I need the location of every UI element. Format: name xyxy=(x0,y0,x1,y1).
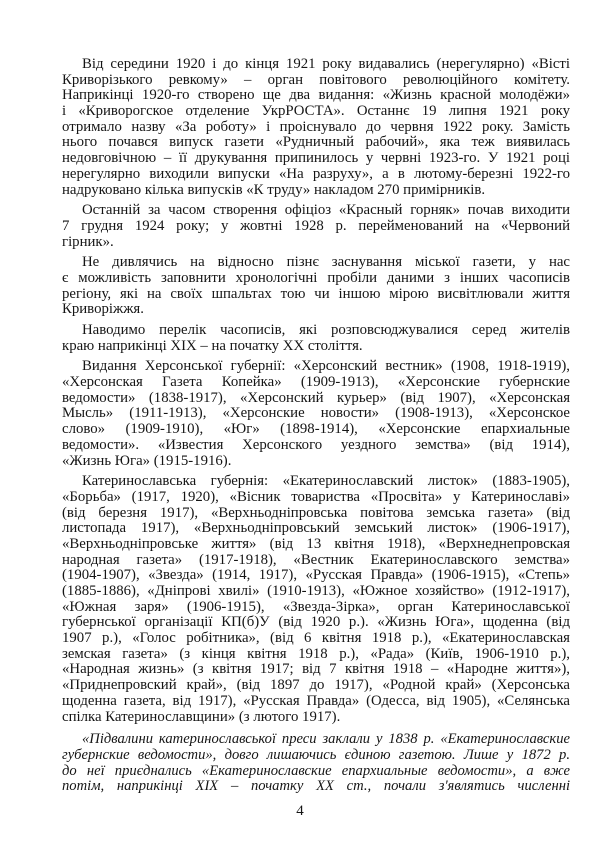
text-line: земская газета» (з кінця квітня 1918 р.), «Рада» (Київ, 1906-1910 р.), xyxy=(62,645,570,662)
text-line: «Южная заря» (1906-1915), «Звезда-Зірка», орган Катеринославської xyxy=(62,598,570,615)
text-line: краю наприкінці XIX – на початку XX століття. xyxy=(62,337,363,354)
text-line: потім, наприкінці XIX – початку XX ст., почали з'являтись численні xyxy=(62,778,570,795)
text-line: гірник». xyxy=(62,233,114,250)
paragraph xyxy=(62,57,570,198)
paragraph xyxy=(62,323,570,354)
text-line: Криворізького ревкому» – орган повітового революційного комітету. xyxy=(62,71,570,88)
text-line: (1885-1886), «Дніпрові хвилі» (1910-1913), «Южное хозяйство» (1912-1917), xyxy=(62,583,570,599)
text-line: губернської організації КП(б)У (від 1920 р.). «Жизнь Юга», щоденна (від xyxy=(62,614,570,631)
text-line: «Херсонская Газета Копейка» (1909-1913), «Херсонские губернские xyxy=(62,374,570,391)
text-line: і «Криворогское отделение УкрРОСТА». Останнє 19 липня 1921 року xyxy=(62,103,570,120)
paragraph xyxy=(62,359,570,469)
text-line: «Борьба» (1917, 1920), «Вісник товариства «Просвіта» у Катеринославі» xyxy=(62,488,570,505)
text-line: «Приднепровский край», (від 1897 до 1917), «Родной край» (Херсонська xyxy=(62,677,570,694)
paragraph xyxy=(62,203,570,250)
text-line: Від середини 1920 і до кінця 1921 року видавались (нерегулярно) «Вісті xyxy=(82,56,570,72)
text-line: народная газета» (1917-1918), «Вестник Екатеринославского земства» xyxy=(62,551,570,568)
text-line: «Жизнь Юга» (1915-1916). xyxy=(62,452,232,469)
text-line: (1904-1907), «Звезда» (1914, 1917), «Русская Правда» (1906-1915), «Степь» xyxy=(62,567,570,584)
text-line: (від березня 1917), «Верхньодніпровська повітова земська газета» (від xyxy=(62,504,570,521)
text-line: Не дивлячись на відносно пізнє заснування міської газети, у нас xyxy=(82,254,570,271)
text-line: «Підвалини катеринославської преси заклали у 1838 р. «Екатеринославские xyxy=(82,731,570,748)
text-line: листопада 1917), «Верхньодніпровський земський листок» (1906-1917), xyxy=(62,520,570,537)
text-line: нерегулярно виходили випуски «На разруху», а в лютому-березні 1922-го xyxy=(62,165,570,182)
text-line: надруковано кілька випусків «К труду» накладом 270 примірників. xyxy=(62,181,486,198)
text-line: ведомости» (1838-1917), «Херсонский курьер» (від 1907), «Херсонская xyxy=(62,389,570,406)
text-line: Останній за часом створення офіціоз «Красный горняк» почав виходити xyxy=(82,202,570,219)
text-line: є можливість заповнити хронологічні пробіли даними з інших часописів xyxy=(62,269,570,286)
page-body xyxy=(62,57,570,795)
text-line: отримало назву «За роботу» і проіснувало до червня 1922 року. Замість xyxy=(62,118,570,135)
text-line: 1907 р.), «Голос робітника», (від 6 квітня 1918 р.), «Екатеринославская xyxy=(62,630,570,647)
paragraph xyxy=(62,255,570,318)
text-line: нього почався випуск газети «Рудничный рабочий», яка теж виявилась xyxy=(62,134,570,151)
text-line: слово» (1909-1910), «Юг» (1898-1914), «Херсонские епархиальные xyxy=(62,421,570,438)
paragraph xyxy=(62,474,570,725)
text-line: Мысль» (1911-1913), «Херсонские новости» (1908-1913), «Херсонское xyxy=(62,405,570,422)
text-line: Наводимо перелік часописів, які розповсюджувалися серед жителів xyxy=(82,322,570,338)
text-line: до неї приєднались «Екатеринославские епархиальные ведомости», а вже xyxy=(62,762,570,779)
text-line: Видання Херсонської губернії: «Херсонский вестник» (1908, 1918-1919), xyxy=(82,358,570,375)
text-line: Наприкінці 1920-го створено ще два видання: «Жизнь красной молодёжи» xyxy=(62,87,570,104)
text-line: «Верхньодніпровське життя» (від 13 квітня 1918), «Верхнеднепровская xyxy=(62,535,570,552)
text-line: Криворіжжя. xyxy=(62,301,144,318)
text-line: Катеринославська губернія: «Екатеринославский листок» (1883-1905), xyxy=(82,473,570,490)
text-line: спілка Катеринославщини» (з лютого 1917). xyxy=(62,708,341,725)
page-number: 4 xyxy=(296,803,304,819)
text-line: губернские ведомости», довго лишаючись єдиною газетою. Лише у 1872 р. xyxy=(62,746,570,763)
text-line: ведомости». «Известия Херсонского уездного земства» (від 1914), xyxy=(62,436,570,453)
text-line: недовговічною – її друкування припинилось у червні 1923-го. У 1921 році xyxy=(62,150,570,167)
text-line: регіону, які на своїх шпальтах тою чи іншою мірою висвітлювали життя xyxy=(62,285,570,302)
quote-paragraph xyxy=(62,732,570,795)
text-line: щоденна газета, від 1917), «Русская Правда» (Одесса, від 1905), «Селянська xyxy=(62,692,570,709)
text-line: 7 грудня 1924 року; у жовтні 1928 р. перейменований на «Червоний xyxy=(62,217,570,234)
text-line: «Народная жизнь» (з квітня 1917; від 7 квітня 1918 – «Народне життя»), xyxy=(62,661,570,678)
